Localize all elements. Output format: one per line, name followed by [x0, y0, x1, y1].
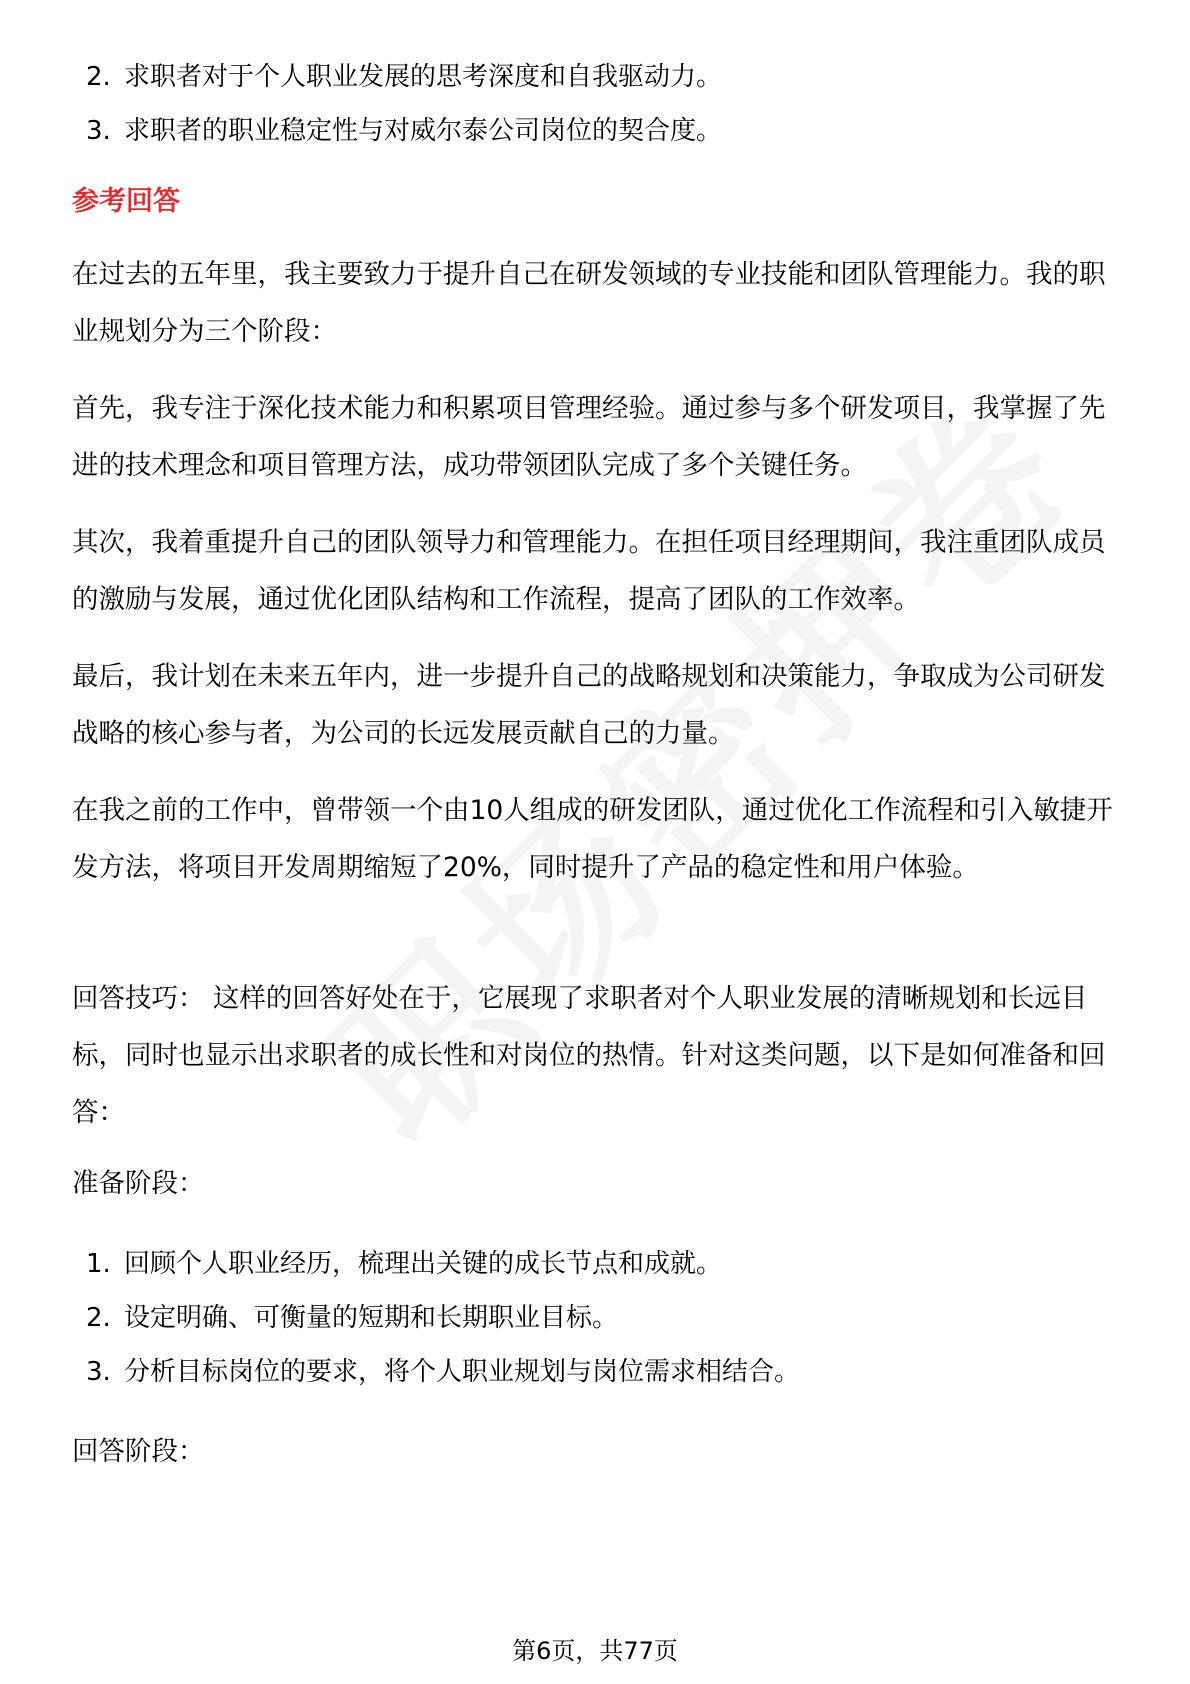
list-item-number: 3. — [86, 116, 111, 146]
list-item-text: 分析目标岗位的要求，将个人职业规划与岗位需求相结合。 — [124, 1357, 801, 1387]
page-number-footer: 第6页，共77页 — [512, 1637, 678, 1665]
list-item-text: 求职者对于个人职业发展的思考深度和自我驱动力。 — [124, 62, 723, 92]
list-item — [0, 111, 1190, 151]
answer-stage-label: 回答阶段： — [72, 1436, 205, 1467]
list-item — [0, 1244, 1190, 1284]
list-item-text: 回顾个人职业经历，梳理出关键的成长节点和成就。 — [124, 1249, 723, 1279]
prep-stage-label: 准备阶段： — [72, 1168, 205, 1199]
list-item-number: 3. — [86, 1357, 111, 1387]
list-item-text: 设定明确、可衡量的短期和长期职业目标。 — [124, 1303, 619, 1333]
list-item-text: 求职者的职业稳定性与对威尔泰公司岗位的契合度。 — [124, 116, 723, 146]
paragraph-experience: 在我之前的工作中，曾带领一个由10人组成的研发团队，通过优化工作流程和引入敏捷开发方法，将项目开发周期缩短了20%，同时提升了产品的稳定性和用户体验。 — [72, 795, 1113, 883]
paragraph-first-stage: 首先，我专注于深化技术能力和积累项目管理经验。通过参与多个研发项目，我掌握了先进的技术理念和项目管理方法，成功带领团队完成了多个关键任务。 — [72, 393, 1106, 481]
list-item-number: 2. — [86, 1303, 111, 1333]
list-item — [0, 1352, 1190, 1392]
list-item-number: 1. — [86, 1249, 111, 1279]
paragraph-intro: 在过去的五年里，我主要致力于提升自己在研发领域的专业技能和团队管理能力。我的职业规划分为三个阶段： — [72, 259, 1106, 347]
reference-answer-heading: 参考回答 — [72, 186, 180, 217]
paragraph-second-stage: 其次，我着重提升自己的团队领导力和管理能力。在担任项目经理期间，我注重团队成员的激励与发展，通过优化团队结构和工作流程，提高了团队的工作效率。 — [72, 527, 1106, 615]
list-item — [0, 1298, 1190, 1338]
list-item-number: 2. — [86, 62, 111, 92]
paragraph-third-stage: 最后，我计划在未来五年内，进一步提升自己的战略规划和决策能力，争取成为公司研发战略的核心参与者，为公司的长远发展贡献自己的力量。 — [72, 661, 1106, 749]
list-item — [0, 57, 1190, 97]
paragraph-answer-tips: 回答技巧： 这样的回答好处在于，它展现了求职者对个人职业发展的清晰规划和长远目标，同时也显示出求职者的成长性和对岗位的热情。针对这类问题，以下是如何准备和回答： — [72, 983, 1106, 1128]
